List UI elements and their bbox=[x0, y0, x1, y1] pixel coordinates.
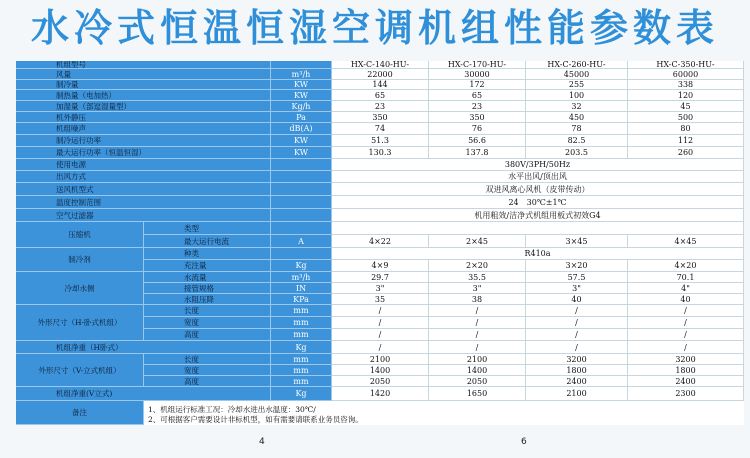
value-cell: 2300 bbox=[628, 387, 744, 401]
value-cell: 112 bbox=[628, 135, 744, 147]
value-cell: 1800 bbox=[628, 365, 744, 376]
value-cell: 60000 bbox=[628, 69, 744, 80]
row-unit: mm bbox=[271, 329, 332, 341]
group-block bbox=[16, 305, 744, 341]
value-cell: 3200 bbox=[526, 354, 628, 365]
row-label: 长度 bbox=[144, 305, 271, 317]
value-cell: 3×20 bbox=[526, 260, 628, 272]
value-cell: / bbox=[429, 317, 526, 329]
group-label: 外形尺寸（V-立式机组） bbox=[16, 354, 144, 387]
table-row bbox=[16, 183, 744, 196]
value-cell: 350 bbox=[429, 112, 526, 123]
row-unit: mm bbox=[271, 376, 332, 387]
row-label: 风量 bbox=[16, 69, 271, 80]
value-cell: 3" bbox=[332, 283, 429, 294]
row-label: 机组净重(V立式) bbox=[16, 387, 271, 401]
value-cell: / bbox=[429, 341, 526, 354]
model-name: HX-C-350-HU- bbox=[628, 61, 744, 69]
value-cell: 4×9 bbox=[332, 260, 429, 272]
row-label: 出风方式 bbox=[16, 171, 271, 183]
group-label: 制冷剂 bbox=[16, 248, 144, 272]
value-cell: 2100 bbox=[429, 354, 526, 365]
model-name: HX-C-260-HU- bbox=[526, 61, 628, 69]
row-label: 类型 bbox=[144, 222, 271, 235]
row-unit: KW bbox=[271, 90, 332, 101]
value-cell: 74 bbox=[332, 123, 429, 135]
row-unit: Kg bbox=[271, 387, 332, 401]
value-cell: 1650 bbox=[429, 387, 526, 401]
row-unit: Kg bbox=[271, 341, 332, 354]
table-row bbox=[16, 341, 744, 354]
table-row bbox=[16, 80, 744, 90]
row-label: 送风机型式 bbox=[16, 183, 271, 196]
row-label: 温度控制范围 bbox=[16, 196, 271, 209]
value-cell: 3200 bbox=[628, 354, 744, 365]
value-cell: 23 bbox=[332, 101, 429, 112]
value-cell: 1400 bbox=[429, 365, 526, 376]
value-cell: / bbox=[332, 329, 429, 341]
table-row bbox=[16, 171, 744, 183]
value-cell: 172 bbox=[429, 80, 526, 90]
row-unit: IN bbox=[271, 283, 332, 294]
row-label: 水流量 bbox=[144, 272, 271, 283]
value-cell: 203.5 bbox=[526, 147, 628, 159]
value-cell: 3" bbox=[429, 283, 526, 294]
row-unit-blank bbox=[271, 183, 332, 196]
group-block bbox=[16, 272, 744, 305]
row-label: 机外静压 bbox=[16, 112, 271, 123]
row-label: 宽度 bbox=[144, 317, 271, 329]
page-number-right: 6 bbox=[521, 437, 527, 447]
row-label: 水阻压降 bbox=[144, 294, 271, 305]
value-cell: / bbox=[332, 317, 429, 329]
row-label: 充注量 bbox=[144, 260, 271, 272]
value-cell: 23 bbox=[429, 101, 526, 112]
row-unit: mm bbox=[271, 317, 332, 329]
value-cell: 2×20 bbox=[429, 260, 526, 272]
row-label: 最大运行电流 bbox=[144, 235, 271, 248]
row-label: 接管规格 bbox=[144, 283, 271, 294]
table-row bbox=[16, 123, 744, 135]
table-row bbox=[16, 101, 744, 112]
notes-text bbox=[144, 401, 744, 425]
value-cell: 45 bbox=[628, 101, 744, 112]
row-unit: mm bbox=[271, 305, 332, 317]
value-cell: / bbox=[628, 317, 744, 329]
row-unit: A bbox=[271, 235, 332, 248]
note-line: 2、可根据客户需要设计非标机型，如有需要请联系业务员咨询。 bbox=[148, 415, 363, 424]
row-unit-blank bbox=[271, 171, 332, 183]
merged-value-cell: R410a bbox=[332, 248, 744, 260]
value-cell: 40 bbox=[628, 294, 744, 305]
value-cell: 76 bbox=[429, 123, 526, 135]
row-label: 制冷运行功率 bbox=[16, 135, 271, 147]
table-row bbox=[16, 387, 744, 401]
value-cell: / bbox=[526, 329, 628, 341]
value-cell: 338 bbox=[628, 80, 744, 90]
value-cell: / bbox=[526, 305, 628, 317]
value-cell: 2×45 bbox=[429, 235, 526, 248]
value-cell: / bbox=[429, 305, 526, 317]
value-cell: 70.1 bbox=[628, 272, 744, 283]
value-cell: 78 bbox=[526, 123, 628, 135]
value-cell: 500 bbox=[628, 112, 744, 123]
row-unit-blank bbox=[271, 196, 332, 209]
table-row bbox=[16, 209, 744, 222]
value-cell: 130.3 bbox=[332, 147, 429, 159]
value-cell: 56.6 bbox=[429, 135, 526, 147]
row-label: 使用电源 bbox=[16, 159, 271, 171]
row-label: 空气过滤器 bbox=[16, 209, 271, 222]
value-cell: / bbox=[526, 317, 628, 329]
row-unit: KW bbox=[271, 135, 332, 147]
row-label: 加湿量（部逗湿量型） bbox=[16, 101, 271, 112]
row-unit: KPa bbox=[271, 294, 332, 305]
table-row bbox=[16, 69, 744, 80]
value-cell: / bbox=[628, 305, 744, 317]
merged-value-cell: 水平出风/顶出风 bbox=[332, 171, 744, 183]
group-block bbox=[16, 222, 744, 248]
merged-value-cell: 机用粗效/洁净式机组用板式初效G4 bbox=[332, 209, 744, 222]
value-cell: 38 bbox=[429, 294, 526, 305]
value-cell: 1400 bbox=[332, 365, 429, 376]
row-unit-blank bbox=[271, 209, 332, 222]
row-unit: dB(A) bbox=[271, 123, 332, 135]
table-row bbox=[16, 112, 744, 123]
row-unit: m³/h bbox=[271, 272, 332, 283]
row-label: 宽度 bbox=[144, 365, 271, 376]
value-cell: 65 bbox=[429, 90, 526, 101]
value-cell: 4×45 bbox=[628, 235, 744, 248]
row-unit: mm bbox=[271, 365, 332, 376]
table-row bbox=[16, 159, 744, 171]
value-cell: 65 bbox=[332, 90, 429, 101]
page-number-left: 4 bbox=[259, 437, 265, 447]
value-cell: 40 bbox=[526, 294, 628, 305]
model-name: HX-C-170-HU- bbox=[429, 61, 526, 69]
value-cell: 22000 bbox=[332, 69, 429, 80]
header-label: 机组型号 bbox=[16, 61, 271, 69]
value-cell: 2050 bbox=[429, 376, 526, 387]
value-cell: 100 bbox=[526, 90, 628, 101]
header-unit-blank bbox=[271, 61, 332, 69]
row-label: 长度 bbox=[144, 354, 271, 365]
table-row bbox=[16, 61, 744, 69]
value-cell: 2100 bbox=[526, 387, 628, 401]
row-label: 高度 bbox=[144, 329, 271, 341]
table-row bbox=[16, 401, 744, 425]
value-cell: 1420 bbox=[332, 387, 429, 401]
merged-value-cell: 24 30℃±1℃ bbox=[332, 196, 744, 209]
value-cell: 2100 bbox=[332, 354, 429, 365]
row-unit: KW bbox=[271, 80, 332, 90]
value-cell: 51.3 bbox=[332, 135, 429, 147]
value-cell: 137.8 bbox=[429, 147, 526, 159]
model-name: HX-C-140-HU- bbox=[332, 61, 429, 69]
row-label: 高度 bbox=[144, 376, 271, 387]
row-label: 机组净重（H卧式） bbox=[16, 341, 271, 354]
group-block bbox=[16, 354, 744, 387]
row-unit: Kg/h bbox=[271, 101, 332, 112]
table-row bbox=[16, 135, 744, 147]
value-cell: / bbox=[628, 329, 744, 341]
value-cell: / bbox=[628, 341, 744, 354]
table-row bbox=[16, 147, 744, 159]
value-cell: 32 bbox=[526, 101, 628, 112]
value-cell: 80 bbox=[628, 123, 744, 135]
page-title: 水冷式恒温恒湿空调机组性能参数表 bbox=[30, 6, 719, 50]
value-cell: 35 bbox=[332, 294, 429, 305]
table-row bbox=[16, 90, 744, 101]
value-cell: 255 bbox=[526, 80, 628, 90]
value-cell: 2400 bbox=[628, 376, 744, 387]
row-label: 机组噪声 bbox=[16, 123, 271, 135]
row-unit: m³/h bbox=[271, 69, 332, 80]
value-cell: 260 bbox=[628, 147, 744, 159]
value-cell: 2400 bbox=[526, 376, 628, 387]
value-cell: / bbox=[332, 305, 429, 317]
value-cell: / bbox=[526, 341, 628, 354]
value-cell: 57.5 bbox=[526, 272, 628, 283]
value-cell: 120 bbox=[628, 90, 744, 101]
value-cell: 4" bbox=[628, 283, 744, 294]
value-cell: 1800 bbox=[526, 365, 628, 376]
value-cell: / bbox=[429, 329, 526, 341]
value-cell: 82.5 bbox=[526, 135, 628, 147]
row-label: 最大运行功率（恒温恒湿） bbox=[16, 147, 271, 159]
row-label: 制冷量 bbox=[16, 80, 271, 90]
merged-value-cell: 双进风离心风机（皮带传动） bbox=[332, 183, 744, 196]
group-label: 冷却水侧 bbox=[16, 272, 144, 305]
row-unit: KW bbox=[271, 147, 332, 159]
row-unit-blank bbox=[271, 159, 332, 171]
row-unit: mm bbox=[271, 354, 332, 365]
value-cell: 3" bbox=[526, 283, 628, 294]
value-cell: 450 bbox=[526, 112, 628, 123]
value-cell: 4×22 bbox=[332, 235, 429, 248]
merged-value-cell: 380V/3PH/50Hz bbox=[332, 159, 744, 171]
row-unit: Pa bbox=[271, 112, 332, 123]
value-cell: / bbox=[332, 341, 429, 354]
note-line: 1、机组运行标准工况：冷却水进出水温度：30℃/ bbox=[148, 405, 316, 414]
value-cell: 4×20 bbox=[628, 260, 744, 272]
value-cell: 350 bbox=[332, 112, 429, 123]
value-cell: 30000 bbox=[429, 69, 526, 80]
row-label: 种类 bbox=[144, 248, 271, 260]
value-cell: 45000 bbox=[526, 69, 628, 80]
group-label: 外形尺寸（H-卧式机组） bbox=[16, 305, 144, 341]
row-unit: Kg bbox=[271, 260, 332, 272]
row-label: 制热量（电加热） bbox=[16, 90, 271, 101]
value-cell: 2050 bbox=[332, 376, 429, 387]
notes-label: 备注 bbox=[16, 401, 144, 425]
value-cell: 35.5 bbox=[429, 272, 526, 283]
value-cell: 3×45 bbox=[526, 235, 628, 248]
value-cell: 29.7 bbox=[332, 272, 429, 283]
value-cell: 144 bbox=[332, 80, 429, 90]
group-block bbox=[16, 248, 744, 272]
group-label: 压缩机 bbox=[16, 222, 144, 248]
table-row bbox=[16, 196, 744, 209]
